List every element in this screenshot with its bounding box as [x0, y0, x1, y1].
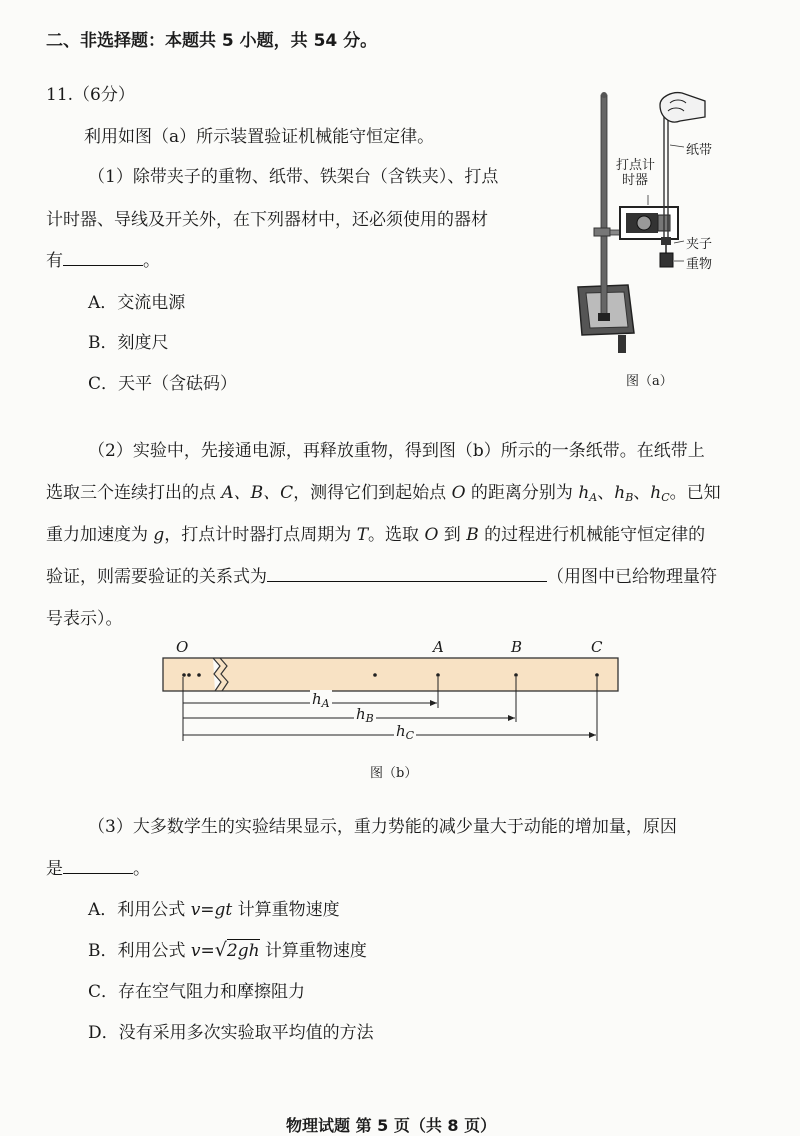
- part2-symbol-g: g: [153, 525, 165, 545]
- part2-sep-2: 、: [633, 483, 651, 503]
- part2-line3: [46, 520, 705, 545]
- part2-line3-text-b: ，打点计时器打点周期为: [164, 525, 357, 545]
- part3-option-b-v: v=: [190, 941, 215, 961]
- tape-label-b: B: [511, 638, 523, 656]
- part2-ha-sub: A: [589, 491, 598, 504]
- section-heading: 二、非选择题：本题共 5 小题，共 54 分。: [46, 31, 378, 51]
- figure-a-label-clip: 夹子: [686, 237, 713, 252]
- part2-line2-text-a: 选取三个连续打出的点: [46, 483, 222, 503]
- figure-a-label-timer-line2: 时器: [622, 173, 649, 188]
- tape-label-c: C: [591, 638, 603, 656]
- answer-blank-1[interactable]: [63, 264, 143, 266]
- part2-line4: [46, 562, 717, 587]
- part2-hb: h: [614, 483, 626, 503]
- part3-option-b-text: B．利用公式: [88, 941, 191, 961]
- answer-blank-3[interactable]: [63, 872, 133, 874]
- part3-option-d: D．没有采用多次实验取平均值的方法: [88, 1023, 374, 1043]
- part1-line3-prefix: 有: [46, 251, 63, 271]
- part1-line2: 计时器、导线及开关外，在下列器材中，还必须使用的器材: [46, 210, 488, 230]
- part2-line3-text-a: 重力加速度为: [46, 525, 154, 545]
- part2-line5: 号表示）。: [46, 609, 123, 629]
- part1-line1: （1）除带夹子的重物、纸带、铁架台（含铁夹）、打点: [88, 167, 499, 187]
- figure-a-label-weight: 重物: [686, 257, 713, 272]
- part2-line1: （2）实验中，先接通电源，再释放重物，得到图（b）所示的一条纸带。在纸带上: [88, 441, 705, 461]
- sqrt-icon: √: [214, 939, 227, 961]
- part2-line4-text-b: （用图中已给物理量符: [547, 567, 717, 587]
- part3-line2-prefix: 是: [46, 859, 63, 879]
- tape-dot: [373, 673, 377, 677]
- part3-option-b: [88, 936, 367, 961]
- part2-line2-text-c: 的距离分别为: [465, 483, 579, 503]
- part2-line2: [46, 478, 721, 504]
- part3-line2: [46, 854, 150, 879]
- part2-hc-sub: C: [661, 491, 670, 504]
- tape-ha-sub: A: [321, 697, 330, 710]
- part2-line2-text-d: 。已知: [669, 483, 721, 503]
- page-footer: 物理试题 第 5 页（共 8 页）: [286, 1116, 497, 1135]
- answer-blank-2[interactable]: [267, 580, 547, 582]
- part2-hc: h: [650, 483, 662, 503]
- part3-option-a-text: A．利用公式: [88, 900, 191, 920]
- tape-dot: [197, 673, 201, 677]
- part3-option-a-formula: v=gt: [190, 900, 233, 920]
- part2-symbol-t: T: [356, 525, 369, 545]
- tape-hc: h: [396, 722, 406, 740]
- part2-line4-text-a: 验证，则需要验证的关系式为: [46, 567, 267, 587]
- part1-option-b: B．刻度尺: [88, 333, 169, 353]
- figure-a-apparatus: [560, 85, 770, 365]
- part2-symbol-o: O: [424, 525, 439, 545]
- part3-option-a: [88, 895, 340, 920]
- tape-hb-sub: B: [365, 712, 374, 725]
- part2-sep-1: 、: [597, 483, 615, 503]
- figure-a-caption: 图（a）: [626, 374, 673, 389]
- figure-a-label-timer-line1: 打点计: [616, 158, 656, 173]
- part3-option-b-tail: 计算重物速度: [259, 941, 367, 961]
- tape-ha: h: [312, 690, 322, 708]
- part2-line2-text-b: ，测得它们到起始点: [293, 483, 452, 503]
- figure-a-label-tape: 纸带: [686, 143, 713, 158]
- tape-dot-b: [514, 673, 518, 677]
- question-intro: 利用如图（a）所示装置验证机械能守恒定律。: [84, 127, 435, 147]
- part1-option-c: C．天平（含砝码）: [88, 374, 238, 394]
- part3-line1: （3）大多数学生的实验结果显示，重力势能的减少量大于动能的增加量，原因: [88, 817, 677, 837]
- tape-hb: h: [356, 705, 366, 723]
- tape-label-hb: [354, 705, 376, 725]
- tape-label-o: O: [176, 638, 189, 656]
- part2-line3-text-d: 到: [438, 525, 467, 545]
- part2-points-abc: A、B、C: [221, 483, 294, 503]
- tape-dot-o: [182, 673, 186, 677]
- tape-dot-c: [595, 673, 599, 677]
- tape-label-a: A: [433, 638, 444, 656]
- part3-line2-suffix: 。: [133, 859, 150, 879]
- part2-hb-sub: B: [625, 491, 634, 504]
- part2-point-o: O: [451, 483, 466, 503]
- tape-dot-a: [436, 673, 440, 677]
- part2-line3-text-e: 的过程进行机械能守恒定律的: [478, 525, 706, 545]
- question-number: 11.（6分）: [46, 85, 135, 105]
- part1-line3: [46, 246, 160, 271]
- part2-ha: h: [578, 483, 590, 503]
- figure-a-label-timer: [616, 158, 655, 188]
- tape-label-hc: [394, 722, 416, 742]
- figure-b-tape: [150, 636, 630, 746]
- part1-option-a: A．交流电源: [88, 293, 186, 313]
- part3-option-c: C．存在空气阻力和摩擦阻力: [88, 982, 306, 1002]
- tape-label-ha: [310, 690, 332, 710]
- figure-b-caption: 图（b）: [370, 766, 418, 781]
- tape-hc-sub: C: [405, 729, 415, 742]
- part2-symbol-b: B: [466, 525, 479, 545]
- part1-line3-suffix: 。: [143, 251, 160, 271]
- part3-option-a-tail: 计算重物速度: [232, 900, 340, 920]
- tape-dot: [187, 673, 191, 677]
- part2-line3-text-c: 。选取: [368, 525, 425, 545]
- part3-option-b-radicand: 2gh: [226, 941, 260, 961]
